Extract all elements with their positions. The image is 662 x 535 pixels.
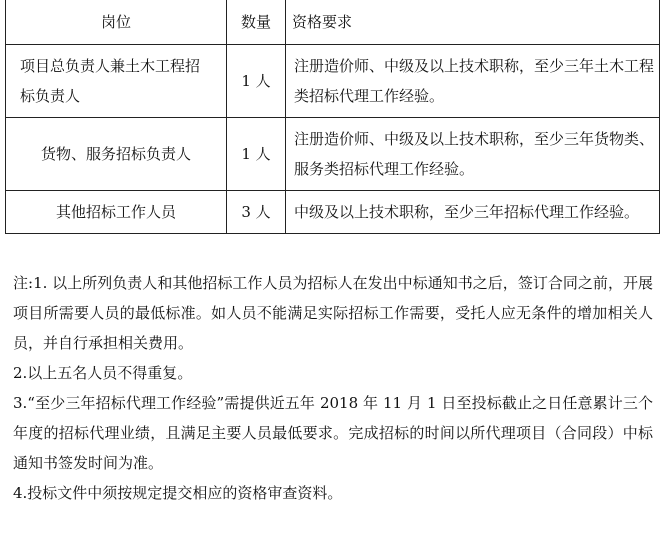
requirement-text: 注册造价师、中级及以上技术职称，至少三年货物类、服务类招标代理工作经验。	[294, 130, 655, 178]
count-text: 3 人	[241, 203, 271, 221]
requirement-text: 中级及以上技术职称，至少三年招标代理工作经验。	[294, 203, 640, 221]
cell-position	[6, 45, 227, 118]
cell-requirement	[286, 118, 660, 191]
cell-position	[6, 191, 227, 234]
table-header-row	[6, 0, 660, 45]
cell-requirement	[286, 191, 660, 234]
note-2: 2.以上五名人员不得重复。	[13, 364, 193, 382]
header-position-label: 岗位	[100, 13, 131, 31]
qualification-table	[5, 0, 660, 234]
header-requirement	[286, 0, 660, 45]
count-text: 1 人	[241, 72, 271, 90]
position-text: 货物、服务招标负责人	[40, 145, 191, 163]
header-count	[227, 0, 286, 45]
table-row	[6, 118, 660, 191]
header-count-label: 数量	[240, 13, 271, 31]
table-row	[6, 191, 660, 234]
note-4: 4.投标文件中须按规定提交相应的资格审查资料。	[13, 484, 343, 502]
cell-count	[227, 191, 286, 234]
position-text: 其他招标工作人员	[55, 203, 176, 221]
position-text: 项目总负责人兼土木工程招标负责人	[20, 57, 201, 105]
note-1: 注:1. 以上所列负责人和其他招标工作人员为招标人在发出中标通知书之后，签订合同之前，开展项目所需要人员的最低标准。如人员不能满足实际招标工作需要，受托人应无条件的增加相关人员，并自行承担相关费用。	[13, 274, 653, 352]
note-3: 3.“至少三年招标代理工作经验”需提供近五年 2018 年 11 月 1 日至投标截止之日任意累计三个年度的招标代理业绩，且满足主要人员最低要求。完成招标的时间以所代理项目（合同段）中标通知书签发时间为准。	[13, 394, 653, 472]
cell-count	[227, 118, 286, 191]
cell-requirement	[286, 45, 660, 118]
count-text: 1 人	[241, 145, 271, 163]
header-requirement-label: 资格要求	[292, 13, 353, 31]
header-position	[6, 0, 227, 45]
cell-count	[227, 45, 286, 118]
notes-section	[13, 268, 653, 508]
cell-position	[6, 118, 227, 191]
requirement-text: 注册造价师、中级及以上技术职称，至少三年土木工程类招标代理工作经验。	[294, 57, 655, 105]
table-row	[6, 45, 660, 118]
